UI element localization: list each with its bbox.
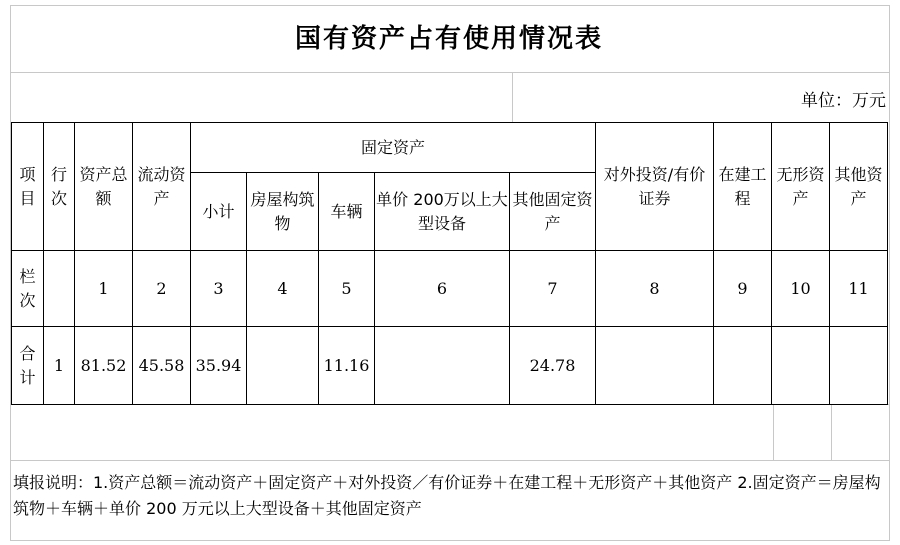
column-number: 2 (133, 251, 191, 327)
header-buildings: 房屋构筑物 (247, 173, 319, 251)
column-number: 4 (247, 251, 319, 327)
total-row-label: 合计 (12, 327, 44, 405)
column-number-blank (44, 251, 75, 327)
other-assets-value (830, 327, 888, 405)
buildings-value (247, 327, 319, 405)
total-row (12, 327, 888, 405)
header-other-assets: 其他资产 (830, 123, 888, 251)
grid-line (889, 5, 890, 541)
grid-line (831, 404, 832, 460)
header-total-assets: 资产总额 (75, 123, 133, 251)
header-intangible: 无形资产 (772, 123, 830, 251)
column-number: 8 (596, 251, 714, 327)
vehicles-value: 11.16 (319, 327, 375, 405)
header-row-no: 行次 (44, 123, 75, 251)
investment-value (596, 327, 714, 405)
grid-line (10, 540, 890, 541)
column-number: 7 (510, 251, 596, 327)
construction-value (714, 327, 772, 405)
column-number-label: 栏次 (12, 251, 44, 327)
grid-line (10, 460, 890, 461)
column-number: 3 (191, 251, 247, 327)
header-fixed-assets: 固定资产 (191, 123, 596, 173)
column-number: 9 (714, 251, 772, 327)
header-large-equipment: 单价 200万以上大型设备 (375, 173, 510, 251)
grid-line (10, 5, 890, 6)
total-assets-value: 81.52 (75, 327, 133, 405)
fixed-subtotal-value: 35.94 (191, 327, 247, 405)
header-investment: 对外投资/有价证券 (596, 123, 714, 251)
header-construction: 在建工程 (714, 123, 772, 251)
header-fixed-subtotal: 小计 (191, 173, 247, 251)
assets-table (11, 122, 888, 405)
intangible-value (772, 327, 830, 405)
filing-note: 填报说明：1.资产总额＝流动资产＋固定资产＋对外投资／有价证券＋在建工程＋无形资产＋其他资产 2.固定资产＝房屋构筑物＋车辆＋单价 200 万元以上大型设备＋其他固定资产 (13, 473, 881, 518)
grid-line (10, 72, 890, 73)
column-number-row (12, 251, 888, 327)
header-other-fixed: 其他固定资产 (510, 173, 596, 251)
grid-line (773, 404, 774, 460)
large-equipment-value (375, 327, 510, 405)
page-title: 国有资产占有使用情况表 (294, 24, 603, 54)
other-fixed-value: 24.78 (510, 327, 596, 405)
header-vehicles: 车辆 (319, 173, 375, 251)
column-number: 10 (772, 251, 830, 327)
grid-line (512, 72, 513, 122)
column-number: 6 (375, 251, 510, 327)
header-item: 项目 (12, 123, 44, 251)
column-number: 5 (319, 251, 375, 327)
header-row (12, 123, 888, 173)
unit-label: 单位：万元 (801, 91, 886, 111)
header-current-assets: 流动资产 (133, 123, 191, 251)
current-assets-value: 45.58 (133, 327, 191, 405)
total-row-no: 1 (44, 327, 75, 405)
column-number: 1 (75, 251, 133, 327)
column-number: 11 (830, 251, 888, 327)
